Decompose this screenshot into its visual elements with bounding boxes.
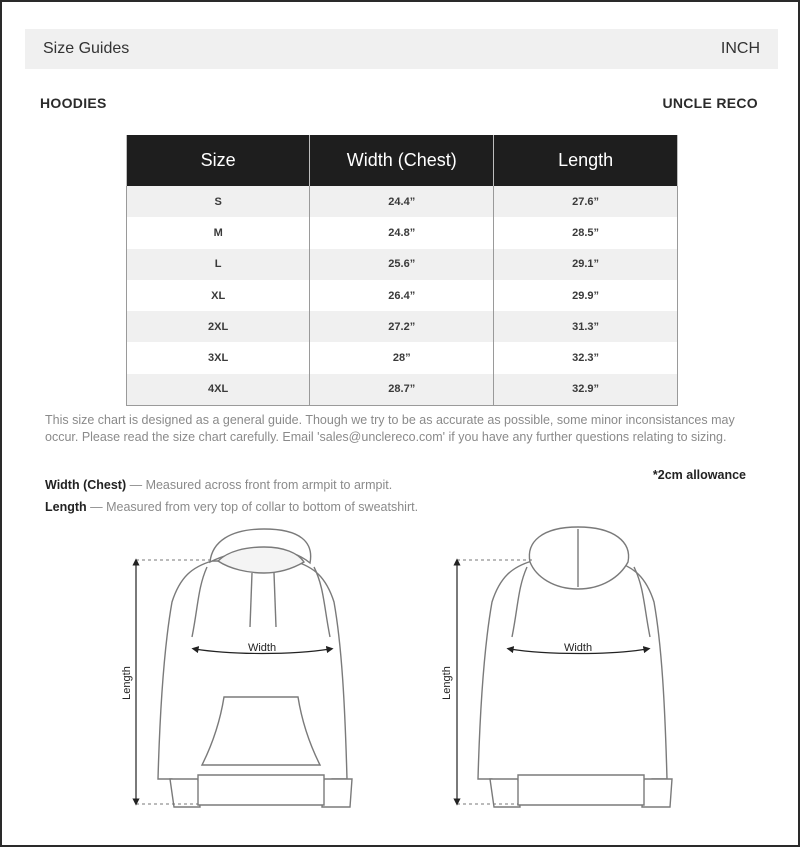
width-cell: 28”: [310, 342, 494, 373]
width-cell: 28.7”: [310, 374, 494, 406]
size-cell: S: [127, 186, 310, 217]
hoodie-front-illustration: [158, 529, 352, 807]
size-cell: 3XL: [127, 342, 310, 373]
table-row: [127, 342, 678, 373]
column-header-length: Length: [494, 135, 678, 186]
front-width-label: Width: [247, 642, 277, 654]
allowance-note: *2cm allowance: [652, 468, 746, 482]
size-cell: M: [127, 217, 310, 248]
size-cell: XL: [127, 280, 310, 311]
length-cell: 29.9”: [494, 280, 678, 311]
table-row: [127, 217, 678, 248]
back-length-label: Length: [441, 666, 453, 700]
hoodie-diagrams: [2, 517, 798, 822]
length-cell: 29.1”: [494, 249, 678, 280]
column-header-width: Width (Chest): [310, 135, 494, 186]
hoodie-diagram-svg: [2, 517, 798, 817]
header-bar: [25, 29, 778, 69]
hoodie-back-illustration: [478, 527, 672, 807]
size-cell: 2XL: [127, 311, 310, 342]
table-row: [127, 311, 678, 342]
table-row: [127, 249, 678, 280]
width-cell: 24.4”: [310, 186, 494, 217]
page-title: Size Guides: [43, 40, 130, 57]
width-cell: 27.2”: [310, 311, 494, 342]
width-definition: [45, 478, 392, 492]
length-cell: 28.5”: [494, 217, 678, 248]
table-header-row: [127, 135, 678, 186]
width-cell: 26.4”: [310, 280, 494, 311]
size-cell: L: [127, 249, 310, 280]
length-cell: 31.3”: [494, 311, 678, 342]
length-description: — Measured from very top of collar to bottom of sweatshirt.: [86, 500, 419, 514]
unit-label: INCH: [720, 40, 760, 57]
table-row: [127, 280, 678, 311]
width-term: Width (Chest): [45, 478, 127, 492]
length-definition: [45, 500, 418, 514]
length-term: Length: [45, 500, 87, 514]
width-description: — Measured across front from armpit to armpit.: [126, 478, 393, 492]
length-cell: 27.6”: [494, 186, 678, 217]
width-cell: 24.8”: [310, 217, 494, 248]
length-cell: 32.3”: [494, 342, 678, 373]
disclaimer-text: This size chart is designed as a general guide. Though we try to be as accurate as possible, some minor inconsistances may occur. Please read the size chart carefully. Email 'sales@unclereco.com' if you have any further questions relating to sizing.: [45, 413, 735, 444]
size-cell: 4XL: [127, 374, 310, 406]
column-header-size: Size: [127, 135, 310, 186]
width-cell: 25.6”: [310, 249, 494, 280]
back-width-label: Width: [563, 642, 593, 654]
length-cell: 32.9”: [494, 374, 678, 406]
brand-name: UNCLE RECO: [662, 95, 758, 111]
table-row: [127, 374, 678, 406]
table-row: [127, 186, 678, 217]
product-category: HOODIES: [40, 95, 107, 111]
size-table: [126, 135, 678, 406]
front-length-label: Length: [121, 666, 133, 700]
